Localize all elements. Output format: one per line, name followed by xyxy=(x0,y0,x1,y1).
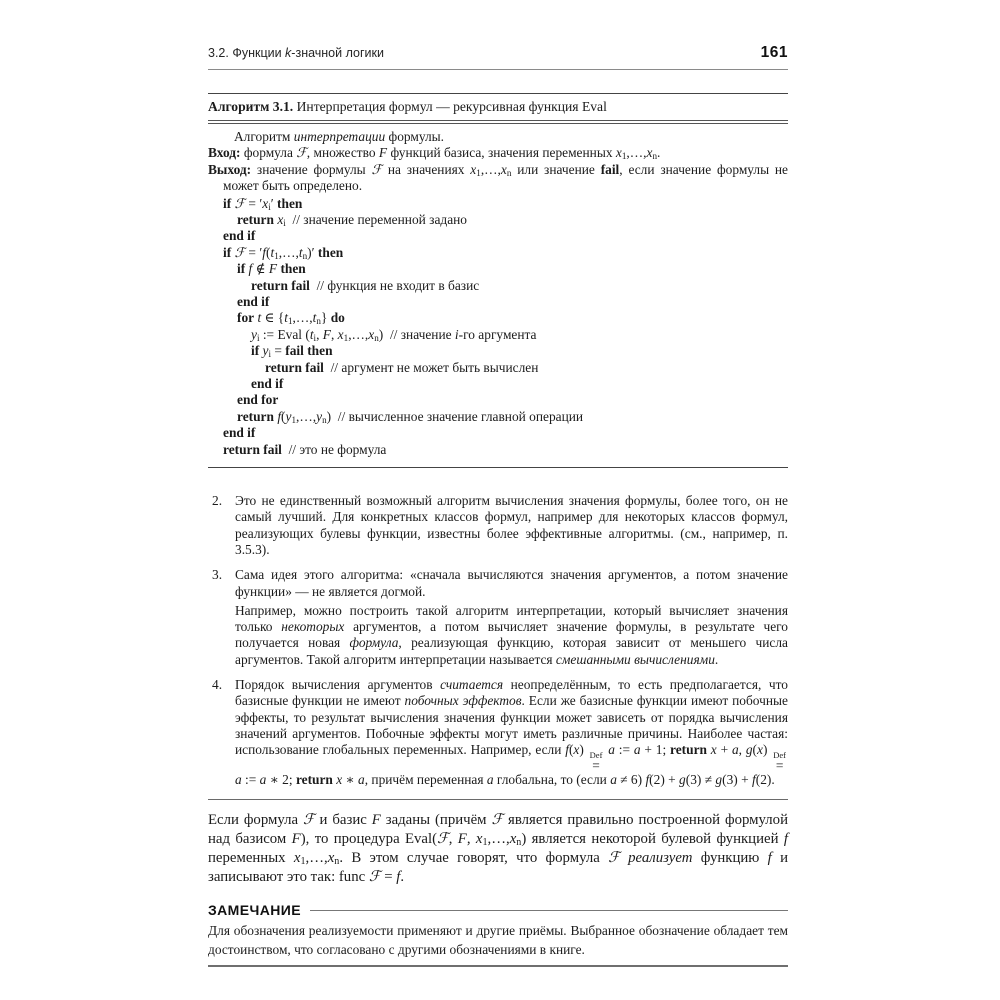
code-line: end for xyxy=(237,392,279,408)
code-line: if ℱ = $'f(t_1,\dots,t_n)'$ then xyxy=(223,244,344,261)
code-line: return fail // функция не входит в базис xyxy=(251,277,480,293)
algorithm-output: Выход: значение формулы ℱ на значениях $x_1,\dots,x_n$ или значение fail, если значение формулы не может быть определено. xyxy=(208,161,788,194)
note-item-3 xyxy=(208,567,788,668)
code-line: end if xyxy=(237,294,270,310)
algorithm-title: Алгоритм 3.1. Интерпретация формул — рекурсивная функция Eval xyxy=(208,99,607,114)
note-paragraph: Это не единственный возможный алгоритм вычисления значения формулы, более того, он не самый лучший. Для конкретных классов формул, например для некоторых классов формул, реализующих булевы функции, известны более эффективные алгоритмы. (см., например, п. 3.5.3). xyxy=(235,493,788,557)
note-paragraph: Например, можно построить такой алгоритм интерпретации, который вычисляет значения только некоторых аргументов, а потом вычисляет значение формулы, в результате чего получается новая формула, реализующая функцию, которая зависит от меньшего числа аргументов. Такой алгоритм интерпретации называется смешанными вычислениями. xyxy=(235,602,788,667)
algorithm-code xyxy=(208,196,788,459)
section-title: 3.2. Функции k-значной логики xyxy=(208,46,384,60)
code-line: $y_i$ := Eval ($t_i$, F, $x_1,\dots,x_n$) // значение i-го аргумента xyxy=(251,326,537,343)
note-number: 2. xyxy=(212,493,223,509)
code-line: return fail // это не формула xyxy=(223,441,387,457)
remark-section xyxy=(208,902,788,960)
note-paragraph: Сама идея этого алгоритма: «сначала вычисляются значения аргументов, а потом значение функции» — не является догмой. xyxy=(235,567,788,599)
code-line: return $x_i$ // значение переменной задано xyxy=(237,212,468,229)
page-number: 161 xyxy=(760,44,788,61)
code-line: if $y_i$ = fail then xyxy=(251,343,333,360)
remark-heading-rule xyxy=(310,910,788,911)
bottom-rule xyxy=(208,965,788,967)
remark-text: Для обозначения реализуемости применяют и другие приёмы. Выбранное обозначение обладает тем достоинством, что согласовано с другими обозначениями в книге. xyxy=(208,923,788,957)
section-divider-rule xyxy=(208,799,788,800)
remark-heading: ЗАМЕЧАНИЕ xyxy=(208,902,301,919)
note-paragraph: Порядок вычисления аргументов считается неопределённым, то есть предполагается, что базисные функции не имеют побочных эффектов. Если же базисные функции имеют побочные эффекты, то результат вычисления значения функции может зависеть от порядка вычисления значений аргументов. Побочные эффекты могут иметь различные причины. Наиболее частая: использование глобальных переменных. Например, если f(x) Def = a := a + 1; return x + a, g(x) Def = a := a ∗ 2; return x ∗ a, причём переменная a глобальна, то (если a ≠ 6) f(2) + g(3) ≠ g(3) + f(2). xyxy=(235,677,788,787)
code-line: for t ∈ $\{t_1,\dots,t_n\}$ do xyxy=(237,310,345,327)
running-head xyxy=(208,44,788,70)
algorithm-intro: Алгоритм интерпретации формулы. xyxy=(234,128,444,144)
note-item-4 xyxy=(208,677,788,788)
algorithm-input: Вход: формула ℱ, множество F функций базиса, значения переменных $x_1,\dots,x_n$. xyxy=(208,145,661,162)
note-number: 3. xyxy=(212,567,223,583)
code-line: end if xyxy=(223,425,256,441)
note-number: 4. xyxy=(212,677,223,693)
algorithm-box xyxy=(208,93,788,468)
page-content xyxy=(208,44,788,967)
code-line: return fail // аргумент не может быть вычислен xyxy=(265,359,539,375)
code-line: end if xyxy=(251,376,284,392)
algorithm-body xyxy=(208,129,788,458)
remark-header xyxy=(208,902,788,918)
algorithm-title-rule xyxy=(208,120,788,124)
closing-paragraph: Если формула ℱ и базис F заданы (причём ℱ является правильно построенной формулой над базисом F), то процедура Eval(ℱ, F, $x_1,\dots,x_n$) является некоторой булевой функцией f переменных $x_1,\dots,x_n$. В этом случае говорят, что формула ℱ реализует функцию f и записывают это так: func ℱ = f. xyxy=(208,812,789,886)
code-line: return $f(y_1,\dots,y_n)$ // вычисленное значение главной операции xyxy=(237,408,584,425)
note-item-2 xyxy=(208,493,788,558)
notes-list xyxy=(208,493,788,788)
code-line: if f ∉ F then xyxy=(237,261,306,277)
code-line: if ℱ = $'x_i'$ then xyxy=(223,195,303,212)
code-line: end if xyxy=(223,228,256,244)
